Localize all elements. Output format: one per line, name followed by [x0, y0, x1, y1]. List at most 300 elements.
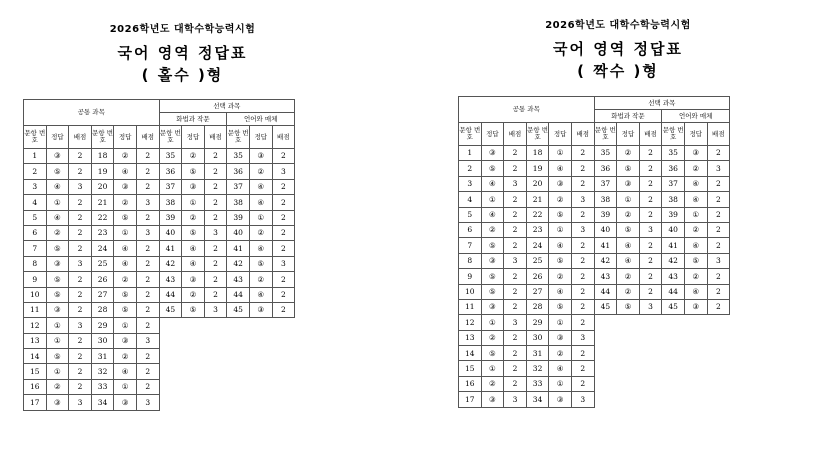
blank-area — [159, 333, 295, 348]
question-number-header: 문항 번호 — [227, 126, 250, 149]
question-number-cell: 21 — [526, 192, 549, 207]
answer-cell: ② — [684, 161, 707, 176]
answer-cell: ⑤ — [617, 222, 640, 237]
question-number-cell: 20 — [91, 179, 114, 194]
question-number-cell: 43 — [662, 269, 685, 284]
answer-header: 정답 — [617, 123, 640, 146]
points-cell: 2 — [204, 241, 227, 256]
answer-cell: ⑤ — [684, 253, 707, 268]
question-number-cell: 32 — [91, 364, 114, 379]
answer-cell: ① — [481, 315, 504, 330]
blank-area — [159, 318, 295, 333]
answer-cell: ④ — [46, 179, 69, 194]
exam-type: ( 짝수 )형 — [577, 62, 659, 80]
question-number-cell: 37 — [159, 179, 182, 194]
answer-cell: ③ — [46, 302, 69, 317]
question-number-cell: 39 — [594, 207, 617, 222]
answer-cell: ⑤ — [46, 272, 69, 287]
table-row — [459, 146, 730, 161]
answer-cell: ⑤ — [549, 253, 572, 268]
points-cell: 2 — [504, 284, 527, 299]
answer-cell: ⑤ — [182, 302, 205, 317]
question-number-cell: 8 — [24, 256, 47, 271]
answer-cell: ⑤ — [114, 210, 137, 225]
points-cell: 3 — [571, 222, 594, 237]
question-number-cell: 38 — [227, 195, 250, 210]
points-cell: 2 — [504, 161, 527, 176]
points-cell: 2 — [136, 241, 159, 256]
points-cell: 2 — [571, 161, 594, 176]
points-cell: 3 — [69, 256, 92, 271]
points-cell: 2 — [571, 269, 594, 284]
answer-cell: ⑤ — [249, 256, 272, 271]
answer-cell: ④ — [182, 241, 205, 256]
subject-title: 국어 영역 정답표 — [117, 44, 248, 62]
question-number-cell: 36 — [159, 164, 182, 179]
answer-cell: ① — [249, 210, 272, 225]
question-number-cell: 2 — [459, 161, 482, 176]
answer-cell: ④ — [481, 176, 504, 191]
points-cell: 2 — [136, 149, 159, 164]
answer-cell: ① — [481, 192, 504, 207]
answer-sheet-odd — [23, 20, 342, 85]
question-number-cell: 30 — [91, 333, 114, 348]
question-number-cell: 2 — [24, 164, 47, 179]
table-row — [459, 269, 730, 284]
question-number-cell: 10 — [459, 284, 482, 299]
points-cell: 2 — [204, 287, 227, 302]
points-cell: 2 — [504, 146, 527, 161]
answer-cell: ① — [684, 207, 707, 222]
table-row — [24, 241, 295, 256]
common-subject-header: 공통 과목 — [459, 97, 595, 123]
question-number-cell: 28 — [526, 299, 549, 314]
points-cell: 2 — [571, 253, 594, 268]
answer-cell: ⑤ — [481, 161, 504, 176]
points-cell: 3 — [272, 256, 295, 271]
question-number-cell: 44 — [159, 287, 182, 302]
question-number-cell: 20 — [526, 176, 549, 191]
points-cell: 2 — [639, 146, 662, 161]
answer-cell: ② — [617, 207, 640, 222]
question-number-cell: 17 — [459, 392, 482, 407]
points-cell: 2 — [571, 315, 594, 330]
blank-area — [159, 349, 295, 364]
table-row — [24, 349, 295, 364]
answer-table-even — [458, 96, 730, 408]
question-number-cell: 10 — [24, 287, 47, 302]
question-number-cell: 24 — [526, 238, 549, 253]
table-row — [24, 364, 295, 379]
table-row — [459, 238, 730, 253]
table-row — [24, 149, 295, 164]
answer-cell: ④ — [249, 287, 272, 302]
question-number-cell: 7 — [459, 238, 482, 253]
table-row — [24, 318, 295, 333]
answer-cell: ④ — [249, 179, 272, 194]
question-number-cell: 38 — [159, 195, 182, 210]
answer-cell: ③ — [182, 272, 205, 287]
answer-header: 정답 — [549, 123, 572, 146]
answer-cell: ② — [549, 346, 572, 361]
answer-cell: ⑤ — [549, 207, 572, 222]
answer-header: 정답 — [481, 123, 504, 146]
answer-cell: ② — [249, 272, 272, 287]
question-number-cell: 11 — [24, 302, 47, 317]
table-row — [24, 287, 295, 302]
answer-cell: ③ — [46, 149, 69, 164]
answer-cell: ③ — [114, 333, 137, 348]
points-cell: 2 — [639, 207, 662, 222]
points-cell: 2 — [504, 222, 527, 237]
answer-cell: ① — [549, 376, 572, 391]
points-cell: 2 — [69, 302, 92, 317]
blank-area — [594, 330, 730, 345]
answer-cell: ③ — [249, 149, 272, 164]
elective-subject-header: 선택 과목 — [594, 97, 730, 110]
answer-cell: ④ — [481, 207, 504, 222]
points-cell: 2 — [272, 241, 295, 256]
question-number-cell: 42 — [594, 253, 617, 268]
answer-cell: ④ — [617, 253, 640, 268]
points-cell: 2 — [707, 269, 730, 284]
answer-cell: ② — [114, 149, 137, 164]
question-number-cell: 45 — [662, 299, 685, 314]
answer-cell: ③ — [549, 392, 572, 407]
answer-cell: ② — [46, 379, 69, 394]
elective-subject-header: 선택 과목 — [159, 100, 295, 113]
points-cell: 2 — [504, 299, 527, 314]
answer-cell: ② — [481, 376, 504, 391]
answer-cell: ③ — [114, 179, 137, 194]
question-number-cell: 37 — [662, 176, 685, 191]
header-row — [459, 97, 730, 110]
answer-cell: ③ — [481, 392, 504, 407]
option-speech-writing-header: 화법과 작문 — [159, 113, 227, 126]
question-number-cell: 41 — [227, 241, 250, 256]
subject-title: 국어 영역 정답표 — [553, 40, 683, 58]
answer-cell: ⑤ — [114, 302, 137, 317]
blank-area — [594, 376, 730, 391]
answer-cell: ② — [249, 225, 272, 240]
question-number-cell: 23 — [91, 225, 114, 240]
points-cell: 2 — [272, 179, 295, 194]
question-number-cell: 39 — [662, 207, 685, 222]
question-number-cell: 34 — [526, 392, 549, 407]
points-header: 배점 — [204, 126, 227, 149]
answer-header: 정답 — [114, 126, 137, 149]
question-number-cell: 43 — [227, 272, 250, 287]
points-cell: 2 — [204, 149, 227, 164]
question-number-cell: 35 — [227, 149, 250, 164]
question-number-cell: 15 — [459, 361, 482, 376]
blank-area — [159, 379, 295, 394]
answer-cell: ② — [249, 164, 272, 179]
points-cell: 2 — [504, 330, 527, 345]
points-cell: 2 — [136, 272, 159, 287]
question-number-cell: 16 — [459, 376, 482, 391]
points-cell: 2 — [707, 222, 730, 237]
points-cell: 2 — [69, 349, 92, 364]
points-cell: 2 — [571, 176, 594, 191]
points-cell: 2 — [272, 210, 295, 225]
points-cell: 3 — [69, 179, 92, 194]
question-number-cell: 11 — [459, 299, 482, 314]
points-cell: 2 — [707, 299, 730, 314]
answer-cell: ③ — [549, 330, 572, 345]
points-cell: 2 — [571, 346, 594, 361]
points-cell: 3 — [571, 392, 594, 407]
answer-table-odd — [23, 99, 295, 411]
answer-cell: ② — [182, 287, 205, 302]
points-cell: 2 — [571, 361, 594, 376]
points-cell: 2 — [69, 333, 92, 348]
question-number-header: 문항 번호 — [459, 123, 482, 146]
question-number-cell: 15 — [24, 364, 47, 379]
question-number-cell: 26 — [91, 272, 114, 287]
option-language-media-header: 언어와 매체 — [227, 113, 295, 126]
question-number-cell: 17 — [24, 395, 47, 410]
points-cell: 2 — [69, 164, 92, 179]
answer-cell: ④ — [684, 238, 707, 253]
points-cell: 2 — [707, 238, 730, 253]
table-row — [24, 333, 295, 348]
table-row — [459, 361, 730, 376]
table-row — [459, 207, 730, 222]
answer-cell: ② — [549, 269, 572, 284]
question-number-cell: 18 — [91, 149, 114, 164]
question-number-cell: 26 — [526, 269, 549, 284]
points-cell: 2 — [136, 379, 159, 394]
points-cell: 3 — [571, 330, 594, 345]
table-row — [459, 330, 730, 345]
answer-cell: ② — [46, 225, 69, 240]
points-cell: 2 — [639, 192, 662, 207]
question-number-cell: 40 — [662, 222, 685, 237]
answer-cell: ⑤ — [617, 299, 640, 314]
points-cell: 2 — [69, 210, 92, 225]
question-number-cell: 22 — [526, 207, 549, 222]
points-cell: 2 — [504, 346, 527, 361]
answer-cell: ④ — [114, 364, 137, 379]
points-header: 배점 — [707, 123, 730, 146]
answer-cell: ③ — [249, 302, 272, 317]
answer-cell: ② — [549, 192, 572, 207]
question-number-cell: 43 — [594, 269, 617, 284]
points-cell: 2 — [69, 379, 92, 394]
question-number-cell: 45 — [159, 302, 182, 317]
question-number-cell: 3 — [24, 179, 47, 194]
points-cell: 2 — [639, 238, 662, 253]
answer-cell: ⑤ — [481, 284, 504, 299]
table-row — [24, 195, 295, 210]
question-number-cell: 37 — [594, 176, 617, 191]
table-row — [459, 392, 730, 407]
answer-cell: ③ — [46, 256, 69, 271]
table-row — [459, 176, 730, 191]
question-number-header: 문항 번호 — [526, 123, 549, 146]
table-row — [459, 222, 730, 237]
points-cell: 3 — [136, 333, 159, 348]
points-cell: 2 — [69, 364, 92, 379]
table-row — [24, 395, 295, 410]
answer-cell: ① — [182, 195, 205, 210]
points-cell: 3 — [136, 225, 159, 240]
column-header-row — [459, 123, 730, 146]
answer-header: 정답 — [249, 126, 272, 149]
points-cell: 2 — [69, 287, 92, 302]
points-header: 배점 — [136, 126, 159, 149]
question-number-cell: 45 — [227, 302, 250, 317]
answer-cell: ④ — [549, 361, 572, 376]
answer-cell: ⑤ — [481, 238, 504, 253]
answer-cell: ① — [549, 315, 572, 330]
question-number-cell: 35 — [594, 146, 617, 161]
answer-cell: ② — [114, 349, 137, 364]
answer-cell: ③ — [114, 395, 137, 410]
question-number-cell: 42 — [159, 256, 182, 271]
question-number-cell: 33 — [526, 376, 549, 391]
exam-title: 2026학년도 대학수학능력시험 — [545, 20, 691, 31]
answer-cell: ③ — [481, 253, 504, 268]
points-cell: 3 — [504, 253, 527, 268]
answer-cell: ④ — [684, 192, 707, 207]
question-number-cell: 27 — [526, 284, 549, 299]
question-number-cell: 27 — [91, 287, 114, 302]
points-cell: 3 — [136, 195, 159, 210]
points-cell: 2 — [504, 361, 527, 376]
exam-type: ( 홀수 )형 — [141, 66, 224, 84]
answer-cell: ⑤ — [549, 299, 572, 314]
blank-area — [594, 346, 730, 361]
points-cell: 2 — [136, 302, 159, 317]
answer-cell: ② — [481, 330, 504, 345]
answer-header: 정답 — [46, 126, 69, 149]
question-number-cell: 3 — [459, 176, 482, 191]
question-number-cell: 25 — [526, 253, 549, 268]
points-header: 배점 — [69, 126, 92, 149]
table-row — [24, 302, 295, 317]
points-cell: 2 — [639, 284, 662, 299]
table-row — [24, 225, 295, 240]
option-language-media-header: 언어와 매체 — [662, 110, 730, 123]
table-row — [459, 161, 730, 176]
points-cell: 2 — [69, 195, 92, 210]
question-number-cell: 40 — [159, 225, 182, 240]
blank-area — [594, 392, 730, 407]
question-number-cell: 41 — [662, 238, 685, 253]
question-number-cell: 4 — [459, 192, 482, 207]
question-number-cell: 43 — [159, 272, 182, 287]
answer-cell: ② — [617, 284, 640, 299]
table-row — [24, 256, 295, 271]
table-row — [24, 272, 295, 287]
points-cell: 3 — [204, 302, 227, 317]
table-row — [459, 253, 730, 268]
answer-cell: ⑤ — [617, 161, 640, 176]
points-cell: 2 — [571, 299, 594, 314]
answer-cell: ⑤ — [481, 269, 504, 284]
points-cell: 3 — [707, 161, 730, 176]
answer-cell: ① — [46, 318, 69, 333]
table-row — [24, 210, 295, 225]
answer-cell: ⑤ — [481, 346, 504, 361]
blank-area — [594, 315, 730, 330]
answer-cell: ② — [182, 210, 205, 225]
answer-cell: ② — [481, 222, 504, 237]
table-row — [459, 315, 730, 330]
answer-cell: ② — [617, 146, 640, 161]
answer-cell: ③ — [481, 299, 504, 314]
table-row — [24, 164, 295, 179]
answer-cell: ① — [46, 333, 69, 348]
points-cell: 2 — [136, 318, 159, 333]
answer-cell: ② — [617, 269, 640, 284]
question-number-cell: 14 — [24, 349, 47, 364]
answer-cell: ④ — [249, 241, 272, 256]
question-number-cell: 13 — [24, 333, 47, 348]
points-cell: 3 — [707, 253, 730, 268]
question-number-cell: 22 — [91, 210, 114, 225]
points-cell: 2 — [69, 272, 92, 287]
question-number-header: 문항 번호 — [159, 126, 182, 149]
points-cell: 3 — [504, 392, 527, 407]
question-number-cell: 25 — [91, 256, 114, 271]
answer-cell: ① — [549, 146, 572, 161]
answer-cell: ③ — [182, 179, 205, 194]
points-cell: 2 — [504, 376, 527, 391]
points-cell: 2 — [639, 161, 662, 176]
answer-cell: ④ — [549, 238, 572, 253]
points-cell: 2 — [504, 238, 527, 253]
points-cell: 3 — [639, 299, 662, 314]
question-number-cell: 38 — [594, 192, 617, 207]
answer-cell: ⑤ — [182, 225, 205, 240]
question-number-cell: 41 — [159, 241, 182, 256]
question-number-cell: 8 — [459, 253, 482, 268]
question-number-cell: 4 — [24, 195, 47, 210]
points-cell: 2 — [571, 284, 594, 299]
answer-cell: ④ — [617, 238, 640, 253]
points-cell: 2 — [272, 195, 295, 210]
question-number-cell: 7 — [24, 241, 47, 256]
question-number-cell: 44 — [662, 284, 685, 299]
blank-area — [159, 364, 295, 379]
points-cell: 2 — [504, 192, 527, 207]
question-number-cell: 21 — [91, 195, 114, 210]
points-cell: 2 — [707, 192, 730, 207]
points-cell: 2 — [571, 238, 594, 253]
question-number-cell: 31 — [91, 349, 114, 364]
question-number-cell: 42 — [662, 253, 685, 268]
answer-cell: ② — [684, 269, 707, 284]
answer-header: 정답 — [182, 126, 205, 149]
answer-cell: ② — [182, 149, 205, 164]
answer-cell: ⑤ — [46, 349, 69, 364]
points-cell: 3 — [504, 176, 527, 191]
points-header: 배점 — [504, 123, 527, 146]
answer-cell: ③ — [684, 146, 707, 161]
points-cell: 2 — [272, 272, 295, 287]
question-number-cell: 31 — [526, 346, 549, 361]
exam-title: 2026학년도 대학수학능력시험 — [109, 24, 256, 35]
question-number-cell: 29 — [91, 318, 114, 333]
answer-cell: ① — [481, 361, 504, 376]
points-cell: 2 — [504, 207, 527, 222]
question-number-cell: 28 — [91, 302, 114, 317]
question-number-cell: 16 — [24, 379, 47, 394]
header-row — [24, 100, 295, 113]
